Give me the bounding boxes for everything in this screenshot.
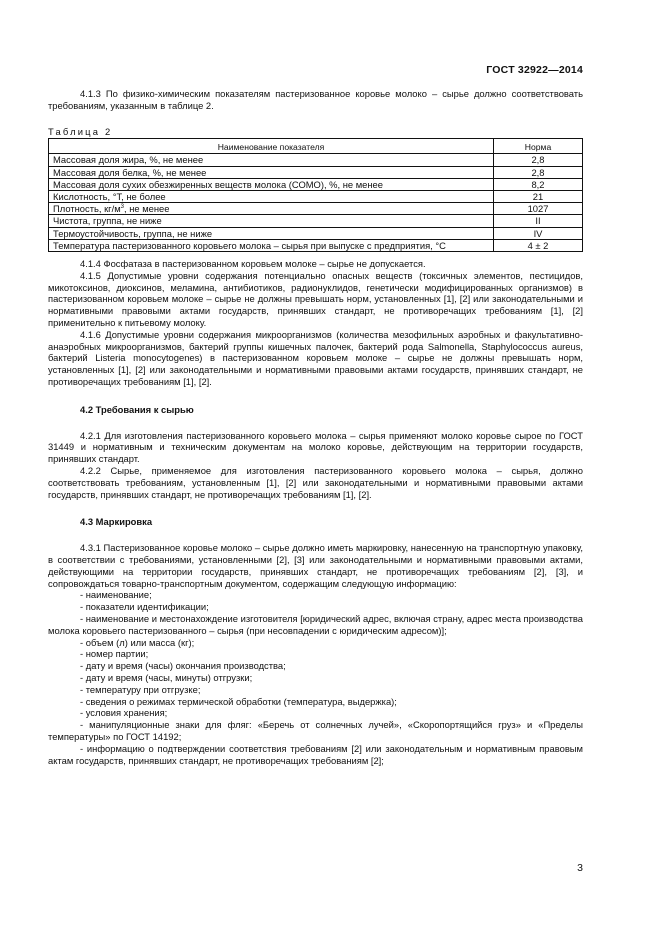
indicator-value: II <box>494 215 583 227</box>
paragraph-4-1-5: 4.1.5 Допустимые уровни содержания потенциально опасных веществ (токсичных элементов, пестицидов, микотоксинов, диоксинов, меламина, антибиотиков, радионуклидов, генетически модифицированных организмов) в пастеризованном коровьем молоке – сырье не должны превышать норм, установленных [1], [2] или законодательными и нормативными правовыми актами государств, принявших стандарт, не противоречащих требованиям [1], [2] применительно к питьевому молоку. <box>48 269 583 328</box>
list-item: - наименование; <box>80 589 152 601</box>
indicator-name: Массовая доля жира, %, не менее <box>49 154 494 166</box>
table-row <box>49 154 583 166</box>
table-row <box>49 178 583 190</box>
list-item: - номер партии; <box>80 648 149 660</box>
list-item: - температуру при отгрузке; <box>80 683 201 695</box>
paragraph-4-3-1: 4.3.1 Пастеризованное коровье молоко – сырье должно иметь маркировку, нанесенную на транспортную упаковку, в соответствии с требованиями, установленными [2], [3] или законодательными и нормативными правовыми актами, действующими на территории государств, принявших стандарт, не противоречащих требованиям [2], [3], и сопровождаться товарно-транспортным документом, содержащим следующую информацию: <box>48 542 583 589</box>
table-row <box>49 166 583 178</box>
table-caption: Таблица 2 <box>48 125 113 137</box>
indicator-value: 2,8 <box>494 166 583 178</box>
list-item: - манипуляционные знаки для фляг: «Беречь от солнечных лучей», «Скоропортящийся груз» и «Пределы температуры» по ГОСТ 14192; <box>48 719 583 742</box>
column-header-indicator: Наименование показателя <box>49 139 494 154</box>
indicator-name: Чистота, группа, не ниже <box>49 215 494 227</box>
table-row <box>49 227 583 239</box>
page-number: 3 <box>577 862 583 874</box>
table-row <box>49 191 583 203</box>
indicator-value: 4 ± 2 <box>494 239 583 251</box>
list-item: - сведения о режимах термической обработки (температура, выдержка); <box>80 695 397 707</box>
table-row <box>49 215 583 227</box>
column-header-norm: Норма <box>494 139 583 154</box>
indicator-value: 1027 <box>494 203 583 215</box>
list-item: - условия хранения; <box>80 707 168 719</box>
indicator-value: 2,8 <box>494 154 583 166</box>
indicator-name: Температура пастеризованного коровьего молока – сырья при выпуске с предприятия, °С <box>49 239 494 251</box>
list-item: - дату и время (часы, минуты) отгрузки; <box>80 671 253 683</box>
list-item: - объем (л) или масса (кг); <box>80 636 195 648</box>
indicator-value: IV <box>494 227 583 239</box>
list-item: - наименование и местонахождение изготовителя [юридический адрес, включая страну, адрес места производства молока коровьего пастеризованного – сырья (при несовпадении с юридическим адресом)]; <box>48 612 583 636</box>
indicator-value: 21 <box>494 191 583 203</box>
indicator-name-suffix: , не менее <box>124 203 170 215</box>
indicator-name: Кислотность, °Т, не более <box>49 191 494 203</box>
page-content <box>48 88 583 766</box>
list-item: - дату и время (часы) окончания производства; <box>80 660 286 672</box>
list-item: - информацию о подтверждении соответствия требованиям [2] или законодательным и нормативным правовым актам государств, принявших стандарт, не противоречащих требованиям [2]; <box>48 742 583 766</box>
table-row <box>49 239 583 251</box>
paragraph-4-1-3: 4.1.3 По физико-химическим показателям пастеризованное коровье молоко – сырье должно соответствовать требованиям, указанным в таблице 2. <box>48 88 583 111</box>
superscript-exponent: 3 <box>120 204 124 211</box>
paragraph-4-2-1: 4.2.1 Для изготовления пастеризованного коровьего молока – сырья применяют молоко коровье сырое по ГОСТ 31449 и нормативным и техническим документам на молоко коровье, действующим на территории государств, принявших стандарт. <box>48 429 583 465</box>
indicator-value: 8,2 <box>494 178 583 190</box>
document-code: ГОСТ 32922—2014 <box>486 64 583 76</box>
indicator-name: Массовая доля сухих обезжиренных веществ молока (СОМО), %, не менее <box>49 178 494 190</box>
list-item: - показатели идентификации; <box>80 601 209 613</box>
table-header-row <box>49 139 583 154</box>
paragraph-4-1-6: 4.1.6 Допустимые уровни содержания микроорганизмов (количества мезофильных аэробных и факультативно-анаэробных микроорганизмов, бактерий группы кишечных палочек, бактерий рода Salmonella, Staphylococcus aureus, бактерий Listeria monocytogenes) в пастеризованном коровьем молоке – сырье не должны превышать норм, установленных [1], [2] или законодательными и нормативными правовыми актами государств, принявших стандарт, не противоречащих требованиям [1], [2]. <box>48 328 583 387</box>
section-heading-4-2: 4.2 Требования к сырью <box>80 403 194 415</box>
table-row <box>49 203 583 215</box>
indicator-name-text: Плотность, кг/м <box>53 203 121 215</box>
paragraph-4-2-2: 4.2.2 Сырье, применяемое для изготовления пастеризованного коровьего молока – сырья, должно соответствовать требованиям, установленным [1], [2] или законодательными и нормативными правовыми актами государств, принявших стандарт, не противоречащих требованиям [1], [2]. <box>48 464 583 500</box>
indicator-name: Термоустойчивость, группа, не ниже <box>49 227 494 239</box>
indicator-name: Массовая доля белка, %, не менее <box>49 166 494 178</box>
section-heading-4-3: 4.3 Маркировка <box>80 516 153 528</box>
paragraph-4-1-4: 4.1.4 Фосфатаза в пастеризованном коровьем молоке – сырье не допускается. <box>80 258 426 270</box>
indicators-table <box>48 138 583 252</box>
indicator-name <box>49 203 494 215</box>
